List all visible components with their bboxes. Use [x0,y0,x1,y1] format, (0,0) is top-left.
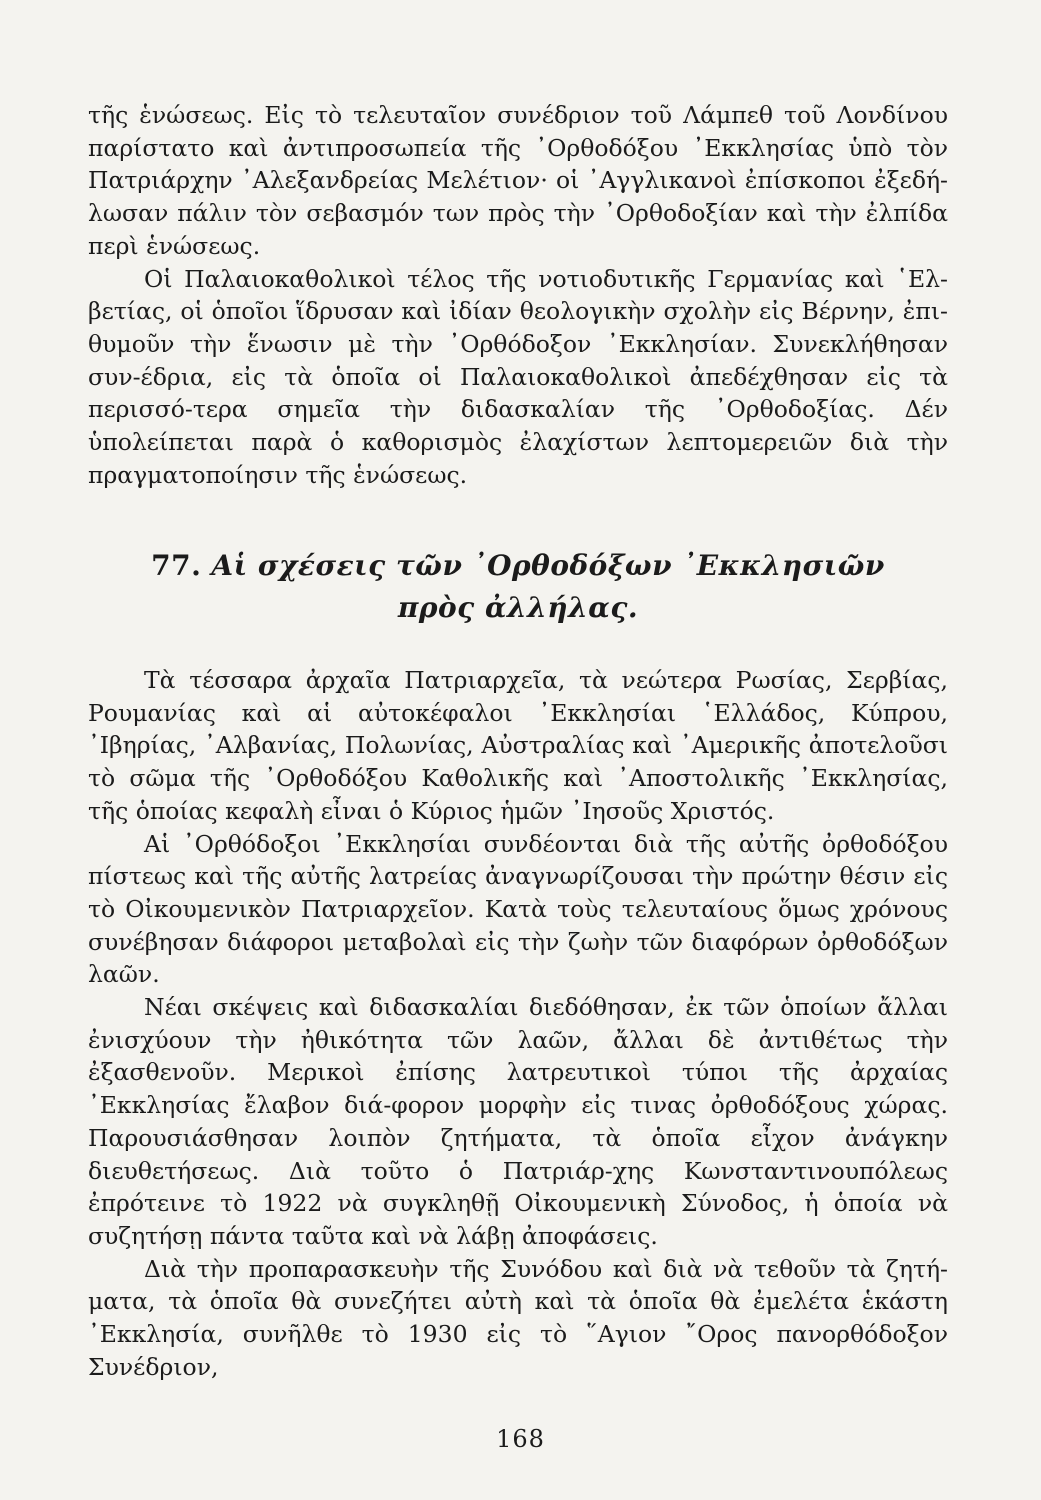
section-heading [88,545,948,629]
section-title-part-1: Αἱ σχέσεις τῶν ᾿Ορθοδόξων ᾿Εκκλησιῶν [211,549,885,582]
text-block-bottom [88,664,948,1383]
paragraph: Διὰ τὴν προπαρασκευὴν τῆς Συνόδου καὶ διὰ νὰ τεθοῦν τὰ ζητή-ματα, τὰ ὁποῖα θὰ συνεζήτει αὐτὴ καὶ τὰ ὁποῖα θὰ ἐμελέτα ἑκάστη ᾿Εκκλησία, συνῆλθε τὸ 1930 εἰς τὸ ῞Αγιον ῎Ορος πανορθόδοξον Συνέδριον, [88,1254,948,1381]
section-title-part-2: πρὸς ἀλλήλας. [397,591,639,624]
paragraph: Αἱ ᾿Ορθόδοξοι ᾿Εκκλησίαι συνδέονται διὰ τῆς αὐτῆς ὀρθοδόξου πίστεως καὶ τῆς αὐτῆς λατρείας ἀναγνωρίζουσαι τὴν πρώτην θέσιν εἰς τὸ Οἰκουμενικὸν Πατριαρχεῖον. Κατὰ τοὺς τελευταίους ὅμως χρόνους συνέβησαν διάφοροι μεταβολαὶ εἰς τὴν ζωὴν τῶν διαφόρων ὀρθοδόξων λαῶν. [88,829,948,989]
text-block-top [88,99,948,491]
section-number: 77. [151,549,202,582]
paragraph: Τὰ τέσσαρα ἀρχαῖα Πατριαρχεῖα, τὰ νεώτερα Ρωσίας, Σερβίας, Ρουμανίας καὶ αἱ αὐτοκέφαλοι ᾿Εκκλησίαι ῾Ελλάδος, Κύπρου, ᾿Ιβηρίας, ᾿Αλβανίας, Πολωνίας, Αὐστραλίας καὶ ᾿Αμερικῆς ἀποτελοῦσι τὸ σῶμα τῆς ᾿Ορθοδόξου Καθολικῆς καὶ ᾿Αποστολικῆς ᾿Εκκλησίας, τῆς ὁποίας κεφαλὴ εἶναι ὁ Κύριος ἡμῶν ᾿Ιησοῦς Χριστός. [88,666,948,825]
section-heading-line-1 [88,545,948,587]
page-number: 168 [496,1425,545,1453]
paragraph: τῆς ἑνώσεως. Εἰς τὸ τελευταῖον συνέδριον τοῦ Λάμπεθ τοῦ Λονδίνου παρίστατο καὶ ἀντιπροσωπεία τῆς ᾿Ορθοδόξου ᾿Εκκλησίας ὑπὸ τὸν Πατριάρχην ᾿Αλεξανδρείας Μελέτιον· οἱ ᾿Αγγλικανοὶ ἐπίσκοποι ἐξεδή-λωσαν πάλιν τὸν σεβασμόν των πρὸς τὴν ᾿Ορθοδοξίαν καὶ τὴν ἐλπίδα περὶ ἑνώσεως. [88,101,948,260]
paragraph: Οἱ Παλαιοκαθολικοὶ τέλος τῆς νοτιοδυτικῆς Γερμανίας καὶ ῾Ελ-βετίας, οἱ ὁποῖοι ἵδρυσαν καὶ ἰδίαν θεολογικὴν σχολὴν εἰς Βέρνην, ἐπι-θυμοῦν τὴν ἕνωσιν μὲ τὴν ᾿Ορθόδοξον ᾿Εκκλησίαν. Συνεκλήθησαν συν-έδρια, εἰς τὰ ὁποῖα οἱ Παλαιοκαθολικοὶ ἀπεδέχθησαν εἰς τὰ περισσό-τερα σημεῖα τὴν διδασκαλίαν τῆς ᾿Ορθοδοξίας. Δέν ὑπολείπεται παρὰ ὁ καθορισμὸς ἐλαχίστων λεπτομερειῶν διὰ τὴν πραγματοποίησιν τῆς ἑνώσεως. [88,264,948,489]
paragraph: Νέαι σκέψεις καὶ διδασκαλίαι διεδόθησαν, ἐκ τῶν ὁποίων ἄλλαι ἐνισχύουν τὴν ἠθικότητα τῶν λαῶν, ἄλλαι δὲ ἀντιθέτως τὴν ἐξασθενοῦν. Μερικοὶ ἐπίσης λατρευτικοὶ τύποι τῆς ἀρχαίας ᾿Εκκλησίας ἔλαβον διά-φορον μορφὴν εἰς τινας ὀρθοδόξους χώρας. Παρουσιάσθησαν λοιπὸν ζητήματα, τὰ ὁποῖα εἶχον ἀνάγκην διευθετήσεως. Διὰ τοῦτο ὁ Πατριάρ-χης Κωνσταντινουπόλεως ἐπρότεινε τὸ 1922 νὰ συγκληθῇ Οἰκουμενικὴ Σύνοδος, ἡ ὁποία νὰ συζητήσῃ πάντα ταῦτα καὶ νὰ λάβῃ ἀποφάσεις. [88,993,948,1250]
